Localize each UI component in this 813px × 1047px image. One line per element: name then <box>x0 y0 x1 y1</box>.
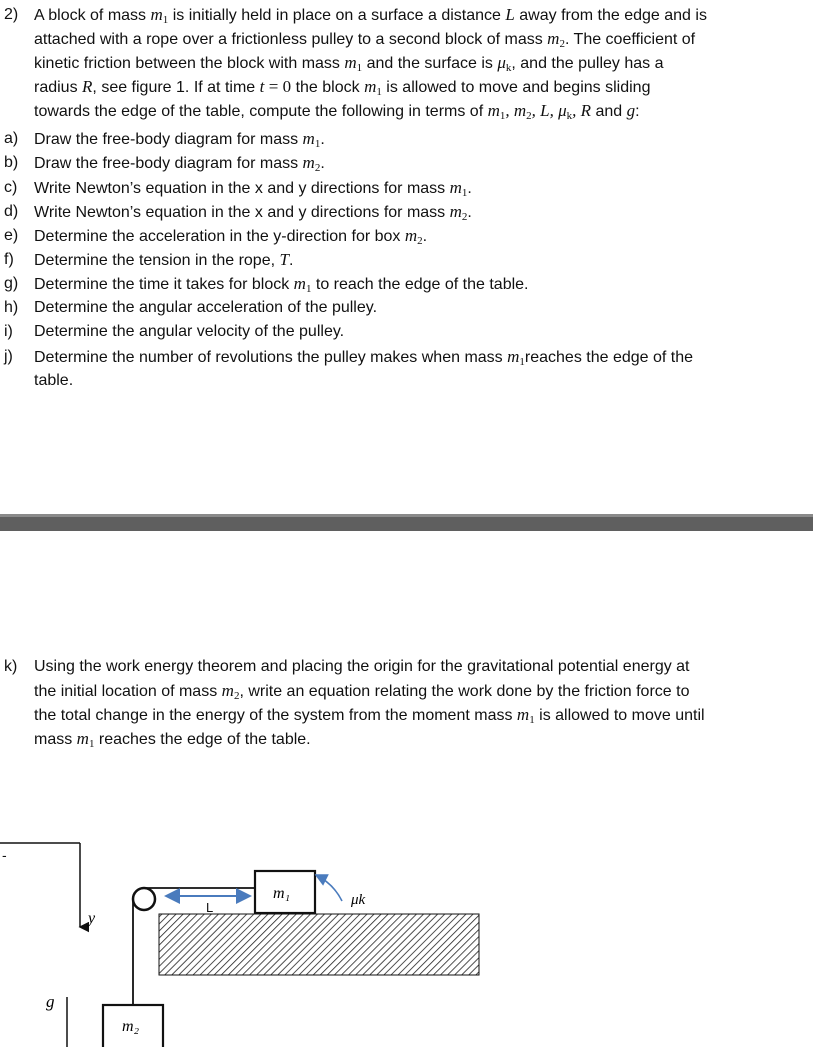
block-m1-label: m₁ <box>273 885 291 902</box>
sub-question-line: Write Newton’s equation in the x and y directions for mass $m_2$. <box>34 202 472 223</box>
sub-question-line: mass $m_1$ reaches the edge of the table. <box>34 729 311 750</box>
sub-question-text <box>34 151 774 175</box>
var-m1: $m_1$ <box>364 77 382 98</box>
sub-question-line: Draw the free-body diagram for mass $m_2$. <box>34 153 325 174</box>
sub-question-text <box>34 224 774 248</box>
problem-number: 2) <box>4 6 19 23</box>
var-R: R <box>82 77 93 96</box>
sub-question-text <box>34 655 774 751</box>
sub-question-line: the initial location of mass $m_2$, write an equation relating the work done by the friction force to <box>34 681 690 702</box>
sub-question-line: Draw the free-body diagram for mass $m_1$. <box>34 129 325 150</box>
sub-question-text <box>34 296 774 320</box>
sub-question-text <box>34 176 774 200</box>
y-axis-label: y <box>88 910 96 927</box>
sub-question-label: f) <box>4 251 14 268</box>
sub-question-line: Determine the number of revolutions the pulley makes when mass $m_1reaches$ the edge of the <box>34 347 694 368</box>
sub-question-text <box>34 200 774 224</box>
sub-question-text <box>34 127 774 151</box>
pulley <box>133 888 155 910</box>
block-m2-label: m₂ <box>122 1018 140 1035</box>
var-m2: $m_2$ <box>547 29 565 50</box>
sub-question-label: i) <box>4 323 13 340</box>
page-separator <box>0 514 813 531</box>
distance-label: L <box>206 900 214 915</box>
var-m1: $m_1$ <box>150 5 169 26</box>
var-mu-k: $\mu_k$ <box>497 53 512 74</box>
sub-question-line: Determine the time it takes for block $m_1$ to reach the edge of the table. <box>34 274 529 295</box>
sub-question-label: e) <box>4 227 19 244</box>
var-g: g <box>626 101 636 120</box>
sub-question-line: Using the work energy theorem and placing the origin for the gravitational potential energy at <box>34 658 690 675</box>
sub-question-line: Determine the tension in the rope, T. <box>34 250 294 269</box>
sub-question-label: d) <box>4 203 19 220</box>
sub-question-line: table. <box>34 372 74 389</box>
sub-question-text <box>34 272 774 296</box>
sub-question-label: g) <box>4 275 19 292</box>
sub-question-line: the total change in the energy of the system from the moment mass $m_1$ is allowed to move until <box>34 705 705 726</box>
problem-line: radius R, see figure 1. If at time t = 0 the block $m_1$ is allowed to move and begins sliding <box>34 77 651 98</box>
problem-line: towards the edge of the table, compute the following in terms of $m_1$, $m_2$, L, $\mu_k$, R and g: <box>34 101 640 122</box>
var-m1: $m_1$ <box>344 53 363 74</box>
var-t: t <box>259 77 265 96</box>
svg-text:-: - <box>2 847 7 863</box>
sub-question-line: Determine the angular velocity of the pulley. <box>34 323 345 340</box>
sub-question-line: Determine the angular acceleration of the pulley. <box>34 299 378 316</box>
sub-question-label: j) <box>4 348 13 365</box>
sub-question-label: h) <box>4 299 19 316</box>
sub-question-label: b) <box>4 154 19 171</box>
sub-question-text <box>34 248 774 272</box>
table <box>159 914 479 975</box>
support-frame <box>0 843 80 902</box>
problem-statement <box>34 3 774 123</box>
sub-question-label: a) <box>4 130 19 147</box>
problem-line: attached with a rope over a frictionless pulley to a second block of mass $m_2$. The coefficient of <box>34 29 696 50</box>
var-list: $m_1$, $m_2$, L, $\mu_k$, R <box>487 101 592 122</box>
sub-question-text <box>34 345 774 393</box>
sub-question-line: Write Newton’s equation in the x and y directions for mass $m_1$. <box>34 178 472 199</box>
sub-question-label: k) <box>4 658 18 675</box>
sub-question-line: Determine the acceleration in the y-direction for box $m_2$. <box>34 226 428 247</box>
gravity-label: g <box>46 992 55 1011</box>
var-L: L <box>505 5 515 24</box>
problem-line: A block of mass $m_1$ is initially held in place on a surface a distance L away from the edge and is <box>34 5 707 26</box>
sub-question-label: c) <box>4 179 18 196</box>
friction-indicator-arrow <box>316 875 342 901</box>
problem-line: kinetic friction between the block with mass $m_1$ and the surface is $\mu_k$, and the pulley has a <box>34 53 664 74</box>
figure-1 <box>0 835 813 1047</box>
sub-question-text <box>34 320 774 344</box>
friction-label: μk <box>351 892 366 908</box>
